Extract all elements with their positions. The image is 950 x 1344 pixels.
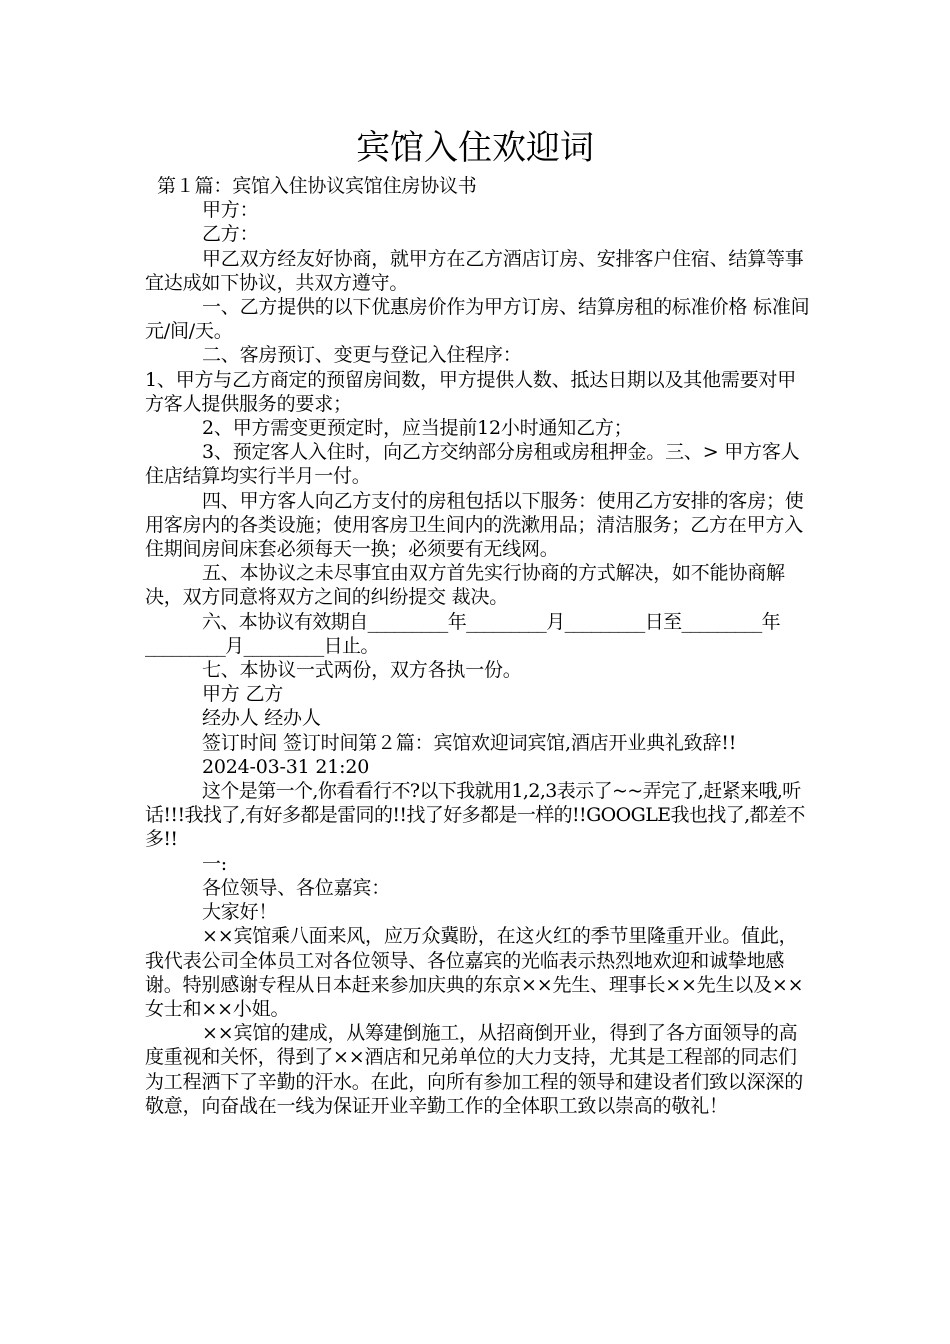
forum-note: 这个是第一个,你看看行不?以下我就用1,2,3表示了~~弄完了,赶紧来哦,听话!!!我找了,有好多都是雷同的!!找了好多都是一样的!!GOOGLE我也找了,都差不多!! bbox=[145, 780, 805, 851]
document-body bbox=[145, 174, 810, 1118]
clause-2-item-3: 3、预定客人入住时，向乙方交纳部分房租或房租押金。三、> 甲方客人住店结算均实行半月一付。 bbox=[145, 441, 800, 488]
post-timestamp: 2024-03-31 21:20 bbox=[202, 755, 370, 778]
speech-salutation: 各位领导、各位嘉宾： bbox=[202, 876, 391, 899]
handlers-line: 经办人 经办人 bbox=[202, 707, 321, 730]
clause-5: 五、本协议之未尽事宜由双方首先实行协商的方式解决，如不能协商解决，双方同意将双方之间的纠纷提交 裁决。 bbox=[145, 562, 785, 609]
party-a-line: 甲方： bbox=[202, 199, 259, 222]
section-heading-1: 第１篇：宾馆入住协议宾馆住房协议书 bbox=[157, 175, 477, 197]
speech-greeting: 大家好！ bbox=[202, 901, 278, 924]
signing-time-line: 签订时间 签订时间第２篇：宾馆欢迎词宾馆,酒店开业典礼致辞!! bbox=[202, 731, 737, 754]
clause-2-item-2: 2、甲方需变更预定时，应当提前12小时通知乙方； bbox=[202, 417, 633, 440]
document-title: 宾馆入住欢迎词 bbox=[356, 128, 594, 168]
speech-paragraph-2: ××宾馆的建成，从筹建倒施工，从招商倒开业，得到了各方面领导的高度重视和关怀，得到了××酒店和兄弟单位的大力支持，尤其是工程部的同志们为工程洒下了辛勤的汗水。在此，向所有参加工程的领导和建设者们致以深深的敬意，向奋战在一线为保证开业辛勤工作的全体职工致以崇高的敬礼！ bbox=[145, 1022, 804, 1117]
clause-4: 四、甲方客人向乙方支付的房租包括以下服务：使用乙方安排的客房；使用客房内的各类设施；使用客房卫生间内的洗漱用品；清洁服务；乙方在甲方入住期间房间床套必须每天一换；必须要有无线网。 bbox=[145, 489, 804, 561]
clause-2-item-1: 1、甲方与乙方商定的预留房间数，甲方提供人数、抵达日期以及其他需要对甲方客人提供服务的要求； bbox=[145, 368, 797, 415]
clause-6: 六、本协议有效期自_________年_________月_________日至_________年_________月_________日止。 bbox=[145, 610, 781, 657]
party-b-line: 乙方： bbox=[202, 223, 259, 246]
clause-2: 二、客房预订、变更与登记入住程序： bbox=[202, 344, 522, 367]
clause-7: 七、本协议一式两份，双方各执一份。 bbox=[202, 659, 522, 682]
speech-number: 一: bbox=[202, 852, 228, 875]
agreement-intro: 甲乙双方经友好协商，就甲方在乙方酒店订房、安排客户住宿、结算等事宜达成如下协议，共双方遵守。 bbox=[145, 247, 804, 294]
speech-paragraph-1: ××宾馆乘八面来风，应万众冀盼，在这火红的季节里隆重开业。值此，我代表公司全体员工对各位领导、各位嘉宾的光临表示热烈地欢迎和诚挚地感谢。特别感谢专程从日本赶来参加庆典的东京××先生、理事长××先生以及××女士和××小姐。 bbox=[145, 925, 804, 1020]
signatories-line: 甲方 乙方 bbox=[202, 683, 284, 706]
clause-1: 一、乙方提供的以下优惠房价作为甲方订房、结算房租的标准价格 标准间 元/间/天。 bbox=[145, 296, 810, 343]
